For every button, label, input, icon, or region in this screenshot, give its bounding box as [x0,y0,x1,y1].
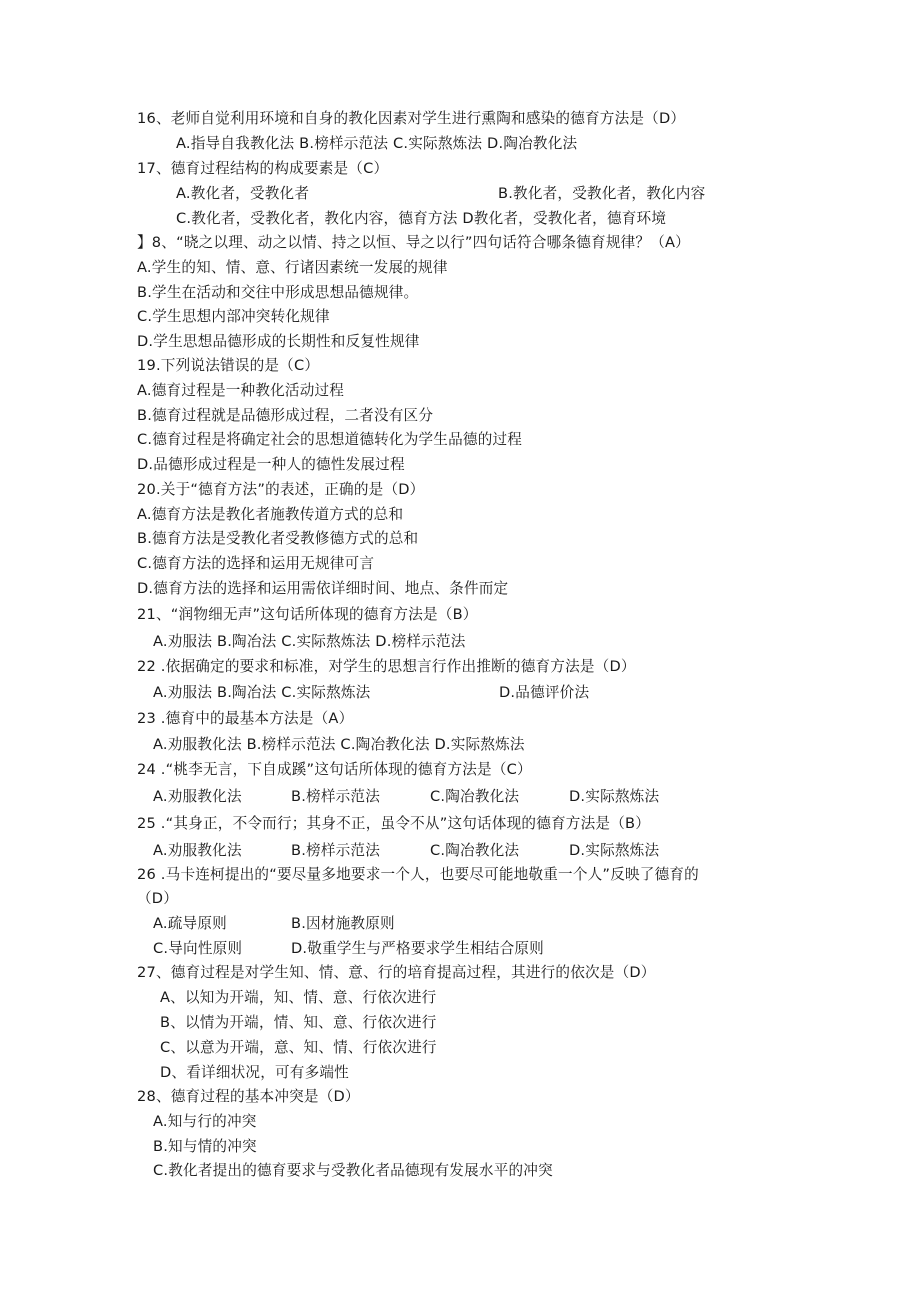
q26-stem: 26 .马卡连柯提出的“要尽量多地要求一个人，也要尽可能地敬重一个人”反映了德育的 [137,866,699,883]
q27-option-c: C、以意为开端，意、知、情、行依次进行 [160,1039,437,1056]
q26-option-c: C.导向性原则 [153,940,243,957]
q25-stem: 25 .“其身正，不令而行；其身不正，虽令不从”这句话体现的德育方法是（B） [137,815,650,832]
q24-option-c: C.陶冶教化法 [430,788,520,805]
q17-stem: 17、德育过程结构的构成要素是（C） [137,160,389,177]
q28-stem: 28、德育过程的基本冲突是（D） [137,1088,360,1105]
q27-option-d: D、看详细状况，可有多端性 [160,1064,349,1081]
q27-stem: 27、德育过程是对学生知、情、意、行的培育提高过程，其进行的依次是（D） [137,964,656,981]
q18-option-c: C.学生思想内部冲突转化规律 [137,308,330,325]
q24-option-b: B.榜样示范法 [291,788,381,805]
q23-stem: 23 .德育中的最基本方法是（A） [137,710,354,727]
q18-option-d: D.学生思想品德形成的长期性和反复性规律 [137,333,420,350]
q25-option-a: A.劝服教化法 [153,842,242,859]
q24-stem: 24 .“桃李无言，下自成蹊”这句话所体现的德育方法是（C） [137,761,532,778]
q24-option-a: A.劝服教化法 [153,788,242,805]
q16-options: A.指导自我教化法 B.榜样示范法 C.实际熬炼法 D.陶冶教化法 [176,135,578,152]
q22-stem: 22 .依据确定的要求和标准，对学生的思想言行作出推断的德育方法是（D） [137,658,636,675]
q19-option-a: A.德育过程是一种教化活动过程 [137,382,345,399]
q27-option-a: A、以知为开端，知、情、意、行依次进行 [160,989,437,1006]
q26-option-a: A.疏导原则 [153,915,227,932]
q25-option-d: D.实际熬炼法 [569,842,660,859]
q28-option-b: B.知与情的冲突 [153,1138,257,1155]
q22-options-abc: A.劝服法 B.陶冶法 C.实际熬炼法 [153,684,371,701]
q19-option-b: B.德育过程就是品德形成过程，二者没有区分 [137,407,434,424]
q27-option-b: B、以情为开端，情、知、意、行依次进行 [160,1014,437,1031]
q22-option-d: D.品德评价法 [499,684,590,701]
q24-option-d: D.实际熬炼法 [569,788,660,805]
q16-stem: 16、老师自觉利用环境和自身的教化因素对学生进行熏陶和感染的德育方法是（D） [137,110,686,127]
q25-option-c: C.陶冶教化法 [430,842,520,859]
q28-option-c: C.教化者提出的德育要求与受教化者品德现有发展水平的冲突 [153,1162,553,1179]
q26-option-b: B.因材施教原则 [291,915,395,932]
q19-stem: 19.下列说法错误的是（C） [137,357,320,374]
q20-option-a: A.德育方法是教化者施教传道方式的总和 [137,506,404,523]
q19-option-d: D.品德形成过程是一种人的德性发展过程 [137,456,405,473]
q20-option-c: C.德育方法的选择和运用无规律可言 [137,555,375,572]
q19-option-c: C.德育过程是将确定社会的思想道德转化为学生品德的过程 [137,431,523,448]
q17-option-cd: C.教化者，受教化者，教化内容，德育方法 D教化者，受教化者，德育环境 [176,210,667,227]
q20-option-d: D.德育方法的选择和运用需依详细时间、地点、条件而定 [137,580,509,597]
q25-option-b: B.榜样示范法 [291,842,381,859]
q26-option-d: D.敬重学生与严格要求学生相结合原则 [291,940,544,957]
q18-option-b: B.学生在活动和交往中形成思想品德规律。 [137,284,419,301]
q21-options: A.劝服法 B.陶冶法 C.实际熬炼法 D.榜样示范法 [153,633,466,650]
q18-option-a: A.学生的知、情、意、行诸因素统一发展的规律 [137,259,448,276]
q26-answer: （D） [137,890,179,907]
q17-option-b: B.教化者，受教化者，教化内容 [498,185,706,202]
q21-stem: 21、“润物细无声”这句话所体现的德育方法是（B） [137,606,478,623]
q23-options: A.劝服教化法 B.榜样示范法 C.陶冶教化法 D.实际熬炼法 [153,736,525,753]
q20-option-b: B.德育方法是受教化者受教修德方式的总和 [137,530,419,547]
q17-option-a: A.教化者，受教化者 [176,185,310,202]
q20-stem: 20.关于“德育方法”的表述，正确的是（D） [137,481,425,498]
q18-stem: 】8、“晓之以理、动之以情、持之以恒、导之以行”四句话符合哪条德育规律？（A） [137,234,690,251]
q28-option-a: A.知与行的冲突 [153,1113,257,1130]
